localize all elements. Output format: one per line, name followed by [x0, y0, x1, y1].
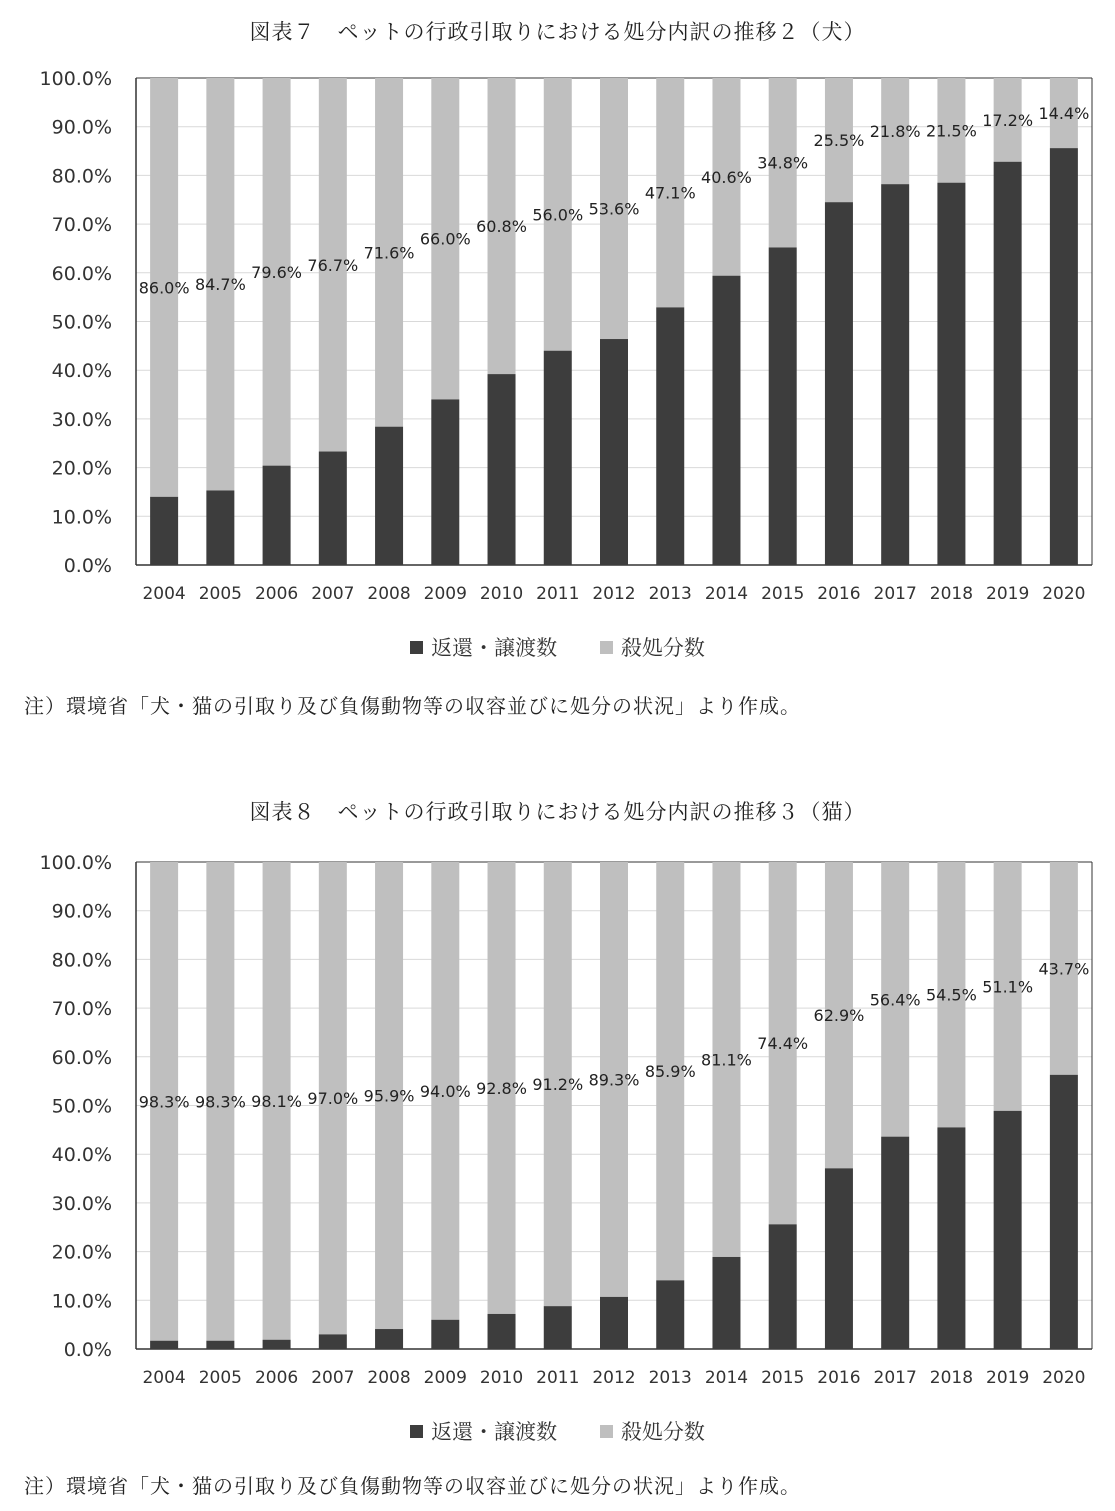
data-label: 56.4% — [869, 990, 921, 1010]
x-tick-label: 2006 — [254, 584, 299, 604]
x-tick-label: 2017 — [873, 584, 917, 604]
data-label: 56.0% — [532, 205, 584, 225]
x-tick-label: 2020 — [1042, 1368, 1086, 1388]
legend-label: 殺処分数 — [620, 1420, 705, 1444]
data-label: 92.8% — [476, 1078, 527, 1098]
y-tick-label: 20.0% — [51, 1241, 112, 1264]
data-label: 53.6% — [588, 199, 640, 219]
legend-swatch-dark — [410, 1425, 423, 1438]
bar-return-transfer — [656, 1280, 684, 1349]
bar-return-transfer — [600, 1297, 628, 1349]
data-label: 97.0% — [307, 1089, 359, 1109]
data-label: 84.7% — [194, 275, 246, 295]
chart-2-plot — [0, 784, 1115, 1424]
y-tick-label: 30.0% — [51, 1192, 112, 1215]
x-tick-label: 2014 — [704, 584, 749, 604]
bar-return-transfer — [1050, 1075, 1078, 1349]
data-label: 79.6% — [251, 262, 303, 282]
data-label: 81.1% — [701, 1050, 752, 1070]
bar-return-transfer — [319, 452, 347, 565]
data-label: 17.2% — [982, 110, 1034, 130]
bar-return-transfer — [263, 466, 291, 565]
data-label: 43.7% — [1038, 959, 1090, 979]
y-tick-label: 60.0% — [51, 262, 112, 285]
y-tick-label: 50.0% — [51, 1095, 112, 1118]
bar-return-transfer — [712, 276, 740, 565]
data-label: 74.4% — [757, 1034, 809, 1054]
data-label: 34.8% — [757, 153, 809, 173]
x-tick-label: 2007 — [311, 1368, 355, 1388]
x-tick-label: 2017 — [873, 1368, 917, 1388]
bar-return-transfer — [375, 427, 403, 565]
bar-return-transfer — [431, 1320, 459, 1349]
y-tick-label: 90.0% — [51, 900, 112, 923]
data-label: 71.6% — [363, 243, 415, 263]
bar-return-transfer — [488, 374, 516, 565]
data-label: 62.9% — [813, 1006, 865, 1026]
data-label: 94.0% — [419, 1081, 471, 1101]
data-label: 51.1% — [982, 977, 1034, 997]
data-label: 25.5% — [813, 131, 865, 151]
data-label: 60.8% — [476, 217, 527, 237]
bar-return-transfer — [825, 202, 853, 565]
y-tick-label: 80.0% — [51, 165, 112, 188]
x-tick-label: 2016 — [817, 1368, 861, 1388]
y-tick-label: 40.0% — [51, 1144, 112, 1167]
bar-return-transfer — [375, 1329, 403, 1349]
x-tick-label: 2008 — [367, 1368, 411, 1388]
bar-return-transfer — [994, 1111, 1022, 1349]
bar-return-transfer — [712, 1257, 740, 1349]
bar-return-transfer — [994, 162, 1022, 565]
chart-1-legend — [0, 632, 1115, 662]
bar-return-transfer — [150, 1341, 178, 1349]
x-tick-label: 2005 — [198, 1368, 242, 1388]
y-tick-label: 0.0% — [63, 1339, 112, 1361]
chart-1-note: 注）環境省「犬・猫の引取り及び負傷動物等の収容並びに処分の状況」より作成。 — [24, 694, 801, 718]
data-label: 98.3% — [194, 1092, 246, 1112]
bar-return-transfer — [881, 1137, 909, 1349]
x-tick-label: 2012 — [592, 1368, 636, 1388]
y-tick-label: 70.0% — [51, 998, 112, 1021]
data-label: 21.5% — [925, 121, 977, 141]
y-tick-label: 100.0% — [39, 68, 112, 90]
x-tick-label: 2016 — [817, 584, 861, 604]
legend-swatch-light — [600, 641, 613, 654]
data-label: 76.7% — [307, 255, 359, 275]
bar-return-transfer — [825, 1168, 853, 1349]
x-tick-label: 2008 — [367, 584, 411, 604]
data-label: 21.8% — [869, 122, 921, 142]
x-tick-label: 2012 — [592, 584, 636, 604]
x-tick-label: 2009 — [423, 584, 467, 604]
y-tick-label: 10.0% — [51, 1290, 112, 1313]
y-tick-label: 10.0% — [51, 506, 112, 529]
legend-label: 返還・譲渡数 — [431, 1420, 558, 1444]
x-tick-label: 2015 — [761, 1368, 805, 1388]
chart-1-plot — [0, 0, 1115, 640]
x-tick-label: 2020 — [1042, 584, 1086, 604]
y-tick-label: 70.0% — [51, 214, 112, 237]
x-tick-label: 2010 — [479, 584, 524, 604]
bar-return-transfer — [544, 1306, 572, 1349]
bar-return-transfer — [769, 1224, 797, 1349]
bar-return-transfer — [1050, 148, 1078, 565]
data-label: 85.9% — [644, 1062, 696, 1082]
y-tick-label: 100.0% — [39, 852, 112, 874]
legend-item-euthanized — [600, 632, 705, 662]
bar-return-transfer — [937, 183, 965, 565]
bar-return-transfer — [431, 399, 459, 565]
bar-return-transfer — [206, 490, 234, 565]
bar-return-transfer — [319, 1334, 347, 1349]
x-tick-label: 2013 — [648, 584, 692, 604]
x-tick-label: 2004 — [142, 584, 186, 604]
x-tick-label: 2007 — [311, 584, 355, 604]
chart-2-title: 図表８ ペットの行政引取りにおける処分内訳の推移３（猫） — [249, 800, 866, 824]
legend-item-return-transfer — [410, 1416, 557, 1446]
data-label: 98.3% — [138, 1092, 190, 1112]
data-label: 95.9% — [363, 1086, 415, 1106]
x-tick-label: 2014 — [704, 1368, 749, 1388]
bar-return-transfer — [937, 1127, 965, 1349]
x-tick-label: 2019 — [986, 584, 1030, 604]
chart-2-note: 注）環境省「犬・猫の引取り及び負傷動物等の収容並びに処分の状況」より作成。 — [24, 1474, 801, 1498]
y-tick-label: 90.0% — [51, 116, 112, 139]
legend-swatch-light — [600, 1425, 613, 1438]
bar-return-transfer — [769, 247, 797, 565]
data-label: 89.3% — [588, 1070, 640, 1090]
x-tick-label: 2011 — [536, 1368, 580, 1388]
legend-item-return-transfer — [410, 632, 557, 662]
x-tick-label: 2018 — [929, 1368, 974, 1388]
y-tick-label: 30.0% — [51, 408, 112, 431]
legend-label: 返還・譲渡数 — [431, 636, 558, 660]
bar-return-transfer — [600, 339, 628, 565]
legend-item-euthanized — [600, 1416, 705, 1446]
y-tick-label: 0.0% — [63, 555, 112, 577]
data-label: 66.0% — [419, 229, 471, 249]
bar-return-transfer — [150, 497, 178, 565]
x-tick-label: 2015 — [761, 584, 805, 604]
x-tick-label: 2006 — [254, 1368, 299, 1388]
y-tick-label: 40.0% — [51, 360, 112, 383]
data-label: 54.5% — [925, 985, 977, 1005]
chart-2-legend — [0, 1416, 1115, 1446]
data-label: 40.6% — [701, 167, 752, 187]
bar-return-transfer — [656, 307, 684, 565]
bar-return-transfer — [263, 1340, 291, 1349]
x-tick-label: 2004 — [142, 1368, 186, 1388]
y-tick-label: 50.0% — [51, 311, 112, 334]
x-tick-label: 2019 — [986, 1368, 1030, 1388]
x-tick-label: 2013 — [648, 1368, 692, 1388]
x-tick-label: 2018 — [929, 584, 974, 604]
x-tick-label: 2005 — [198, 584, 242, 604]
y-tick-label: 80.0% — [51, 949, 112, 972]
data-label: 86.0% — [138, 278, 190, 298]
chart-1-title: 図表７ ペットの行政引取りにおける処分内訳の推移２（犬） — [249, 20, 866, 44]
bar-return-transfer — [488, 1314, 516, 1349]
bar-return-transfer — [206, 1341, 234, 1349]
x-tick-label: 2009 — [423, 1368, 467, 1388]
legend-swatch-dark — [410, 641, 423, 654]
y-tick-label: 20.0% — [51, 457, 112, 480]
data-label: 14.4% — [1038, 104, 1090, 124]
data-label: 98.1% — [251, 1091, 303, 1111]
legend-label: 殺処分数 — [620, 636, 705, 660]
y-tick-label: 60.0% — [51, 1046, 112, 1069]
x-tick-label: 2010 — [479, 1368, 524, 1388]
bar-return-transfer — [544, 351, 572, 565]
x-tick-label: 2011 — [536, 584, 580, 604]
bar-return-transfer — [881, 184, 909, 565]
data-label: 47.1% — [644, 183, 696, 203]
data-label: 91.2% — [532, 1075, 584, 1095]
